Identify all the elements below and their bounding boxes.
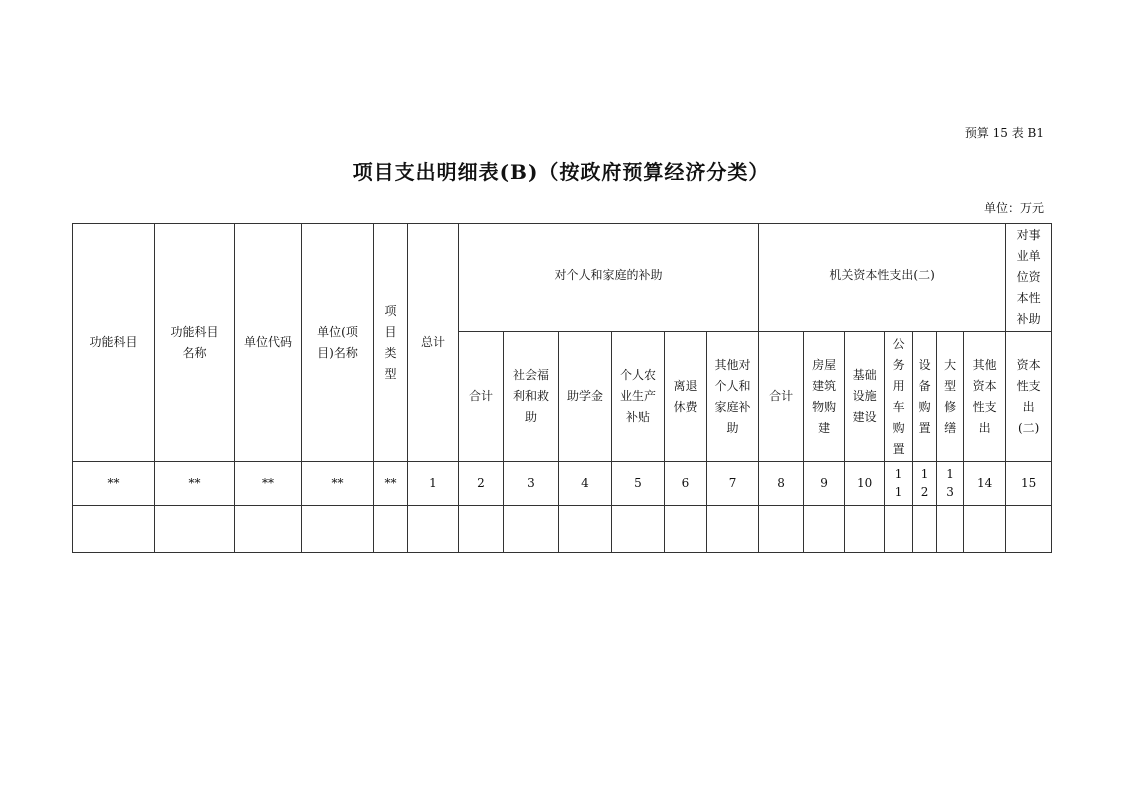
empty-cell — [913, 506, 937, 553]
empty-cell — [885, 506, 913, 553]
header-repair: 大型修缮 — [937, 332, 964, 462]
empty-cell — [707, 506, 759, 553]
index-cell: 12 — [913, 462, 937, 506]
index-cell: ** — [374, 462, 408, 506]
empty-cell — [559, 506, 612, 553]
empty-cell — [73, 506, 155, 553]
header-grant: 助学金 — [559, 332, 612, 462]
header-func-subject-name: 功能科目名称 — [155, 224, 235, 462]
index-cell: 2 — [459, 462, 504, 506]
header-total: 总计 — [408, 224, 459, 462]
index-cell: 1 — [408, 462, 459, 506]
index-cell: 11 — [885, 462, 913, 506]
empty-cell — [937, 506, 964, 553]
header-retire: 离退休费 — [665, 332, 707, 462]
header-group-institution: 对事业单位资本性补助 — [1006, 224, 1052, 332]
index-cell: ** — [73, 462, 155, 506]
empty-cell — [964, 506, 1006, 553]
header-unit-name: 单位(项目)名称 — [302, 224, 374, 462]
index-cell: 15 — [1006, 462, 1052, 506]
index-cell: 14 — [964, 462, 1006, 506]
empty-cell — [374, 506, 408, 553]
index-cell: 10 — [845, 462, 885, 506]
header-subtotal-a: 合计 — [459, 332, 504, 462]
index-cell: ** — [155, 462, 235, 506]
empty-cell — [302, 506, 374, 553]
empty-cell — [504, 506, 559, 553]
index-cell: 13 — [937, 462, 964, 506]
header-capital2: 资本性支出(二) — [1006, 332, 1052, 462]
header-building: 房屋建筑物购建 — [804, 332, 845, 462]
header-group-personal: 对个人和家庭的补助 — [459, 224, 759, 332]
page-title: 项目支出明细表(B)（按政府预算经济分类） — [352, 160, 770, 184]
header-subtotal-b: 合计 — [759, 332, 804, 462]
header-farm-subsidy: 个人农业生产补贴 — [612, 332, 665, 462]
header-project-type: 项目类型 — [374, 224, 408, 462]
header-infra: 基础设施建设 — [845, 332, 885, 462]
unit-label: 单位：万元 — [983, 201, 1044, 215]
empty-cell — [155, 506, 235, 553]
header-unit-code: 单位代码 — [235, 224, 302, 462]
index-cell: 3 — [504, 462, 559, 506]
empty-cell — [665, 506, 707, 553]
header-group-capital: 机关资本性支出(二) — [759, 224, 1006, 332]
budget-table — [72, 223, 1052, 553]
empty-cell — [408, 506, 459, 553]
header-welfare: 社会福利和救助 — [504, 332, 559, 462]
header-equipment: 设备购置 — [913, 332, 937, 462]
index-cell: ** — [302, 462, 374, 506]
index-row — [73, 462, 1052, 506]
empty-cell — [804, 506, 845, 553]
empty-cell — [845, 506, 885, 553]
empty-cell — [235, 506, 302, 553]
empty-cell — [459, 506, 504, 553]
header-car: 公务用车购置 — [885, 332, 913, 462]
empty-row — [73, 506, 1052, 553]
index-cell: 7 — [707, 462, 759, 506]
index-cell: 4 — [559, 462, 612, 506]
header-func-subject: 功能科目 — [73, 224, 155, 462]
header-other-capital: 其他资本性支出 — [964, 332, 1006, 462]
header-other-personal: 其他对个人和家庭补助 — [707, 332, 759, 462]
empty-cell — [1006, 506, 1052, 553]
empty-cell — [759, 506, 804, 553]
table-number: 预算 15 表 B1 — [964, 126, 1044, 140]
index-cell: 5 — [612, 462, 665, 506]
index-cell: 8 — [759, 462, 804, 506]
index-cell: 9 — [804, 462, 845, 506]
index-cell: 6 — [665, 462, 707, 506]
empty-cell — [612, 506, 665, 553]
index-cell: ** — [235, 462, 302, 506]
